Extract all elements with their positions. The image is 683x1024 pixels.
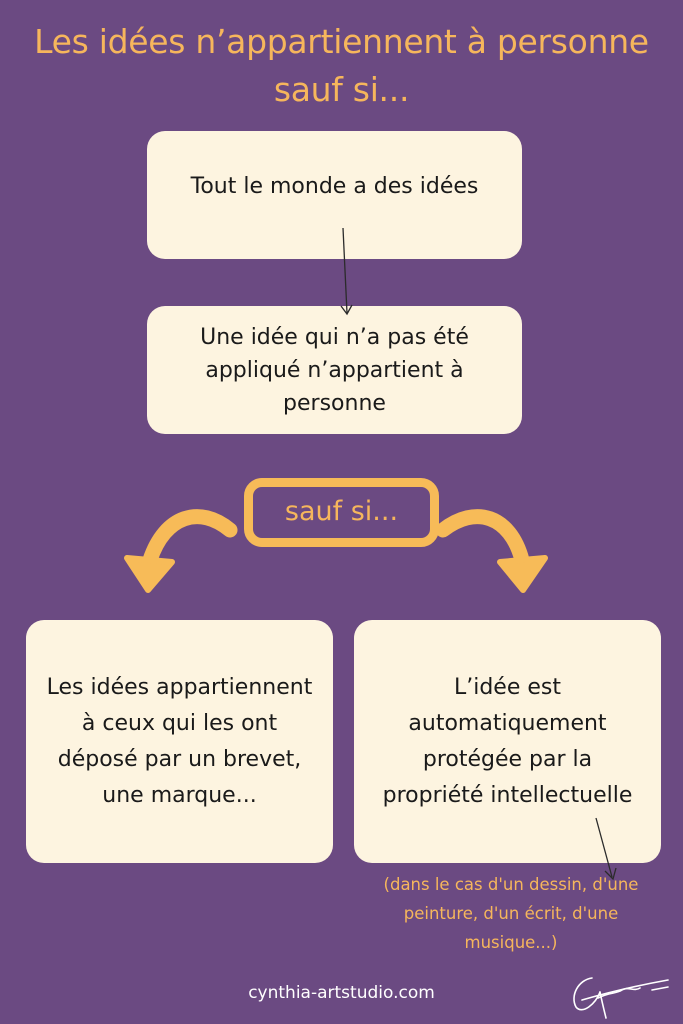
signature-icon bbox=[574, 978, 668, 1018]
sauf-si-label: sauf si... bbox=[244, 478, 439, 547]
right-curved-arrow-icon bbox=[443, 517, 545, 590]
box-everyone-has-ideas-text: Tout le monde a des idées bbox=[190, 174, 479, 199]
footer-website: cynthia-artstudio.com bbox=[248, 983, 435, 1003]
box-unapplied-idea-text: Une idée qui n’a pas été appliqué n’appartient à personne bbox=[200, 324, 469, 416]
box-deposited-ideas-text: Les idées appartiennent à ceux qui les ont déposé par un brevet, une marque... bbox=[46, 674, 313, 808]
note-arrow-icon bbox=[596, 818, 616, 879]
box-intellectual-property-text: L’idée est automatiquement protégée par la propriété intellectuelle bbox=[382, 674, 633, 808]
note-examples: (dans le cas d'un dessin, d'une peinture, d'un écrit, d'une musique...) bbox=[383, 875, 639, 952]
left-curved-arrow-icon bbox=[127, 517, 230, 590]
title-line-1: Les idées n’appartiennent à personne bbox=[34, 22, 649, 61]
title-line-2: sauf si... bbox=[273, 70, 410, 109]
connector-arrow-icon bbox=[341, 228, 352, 314]
